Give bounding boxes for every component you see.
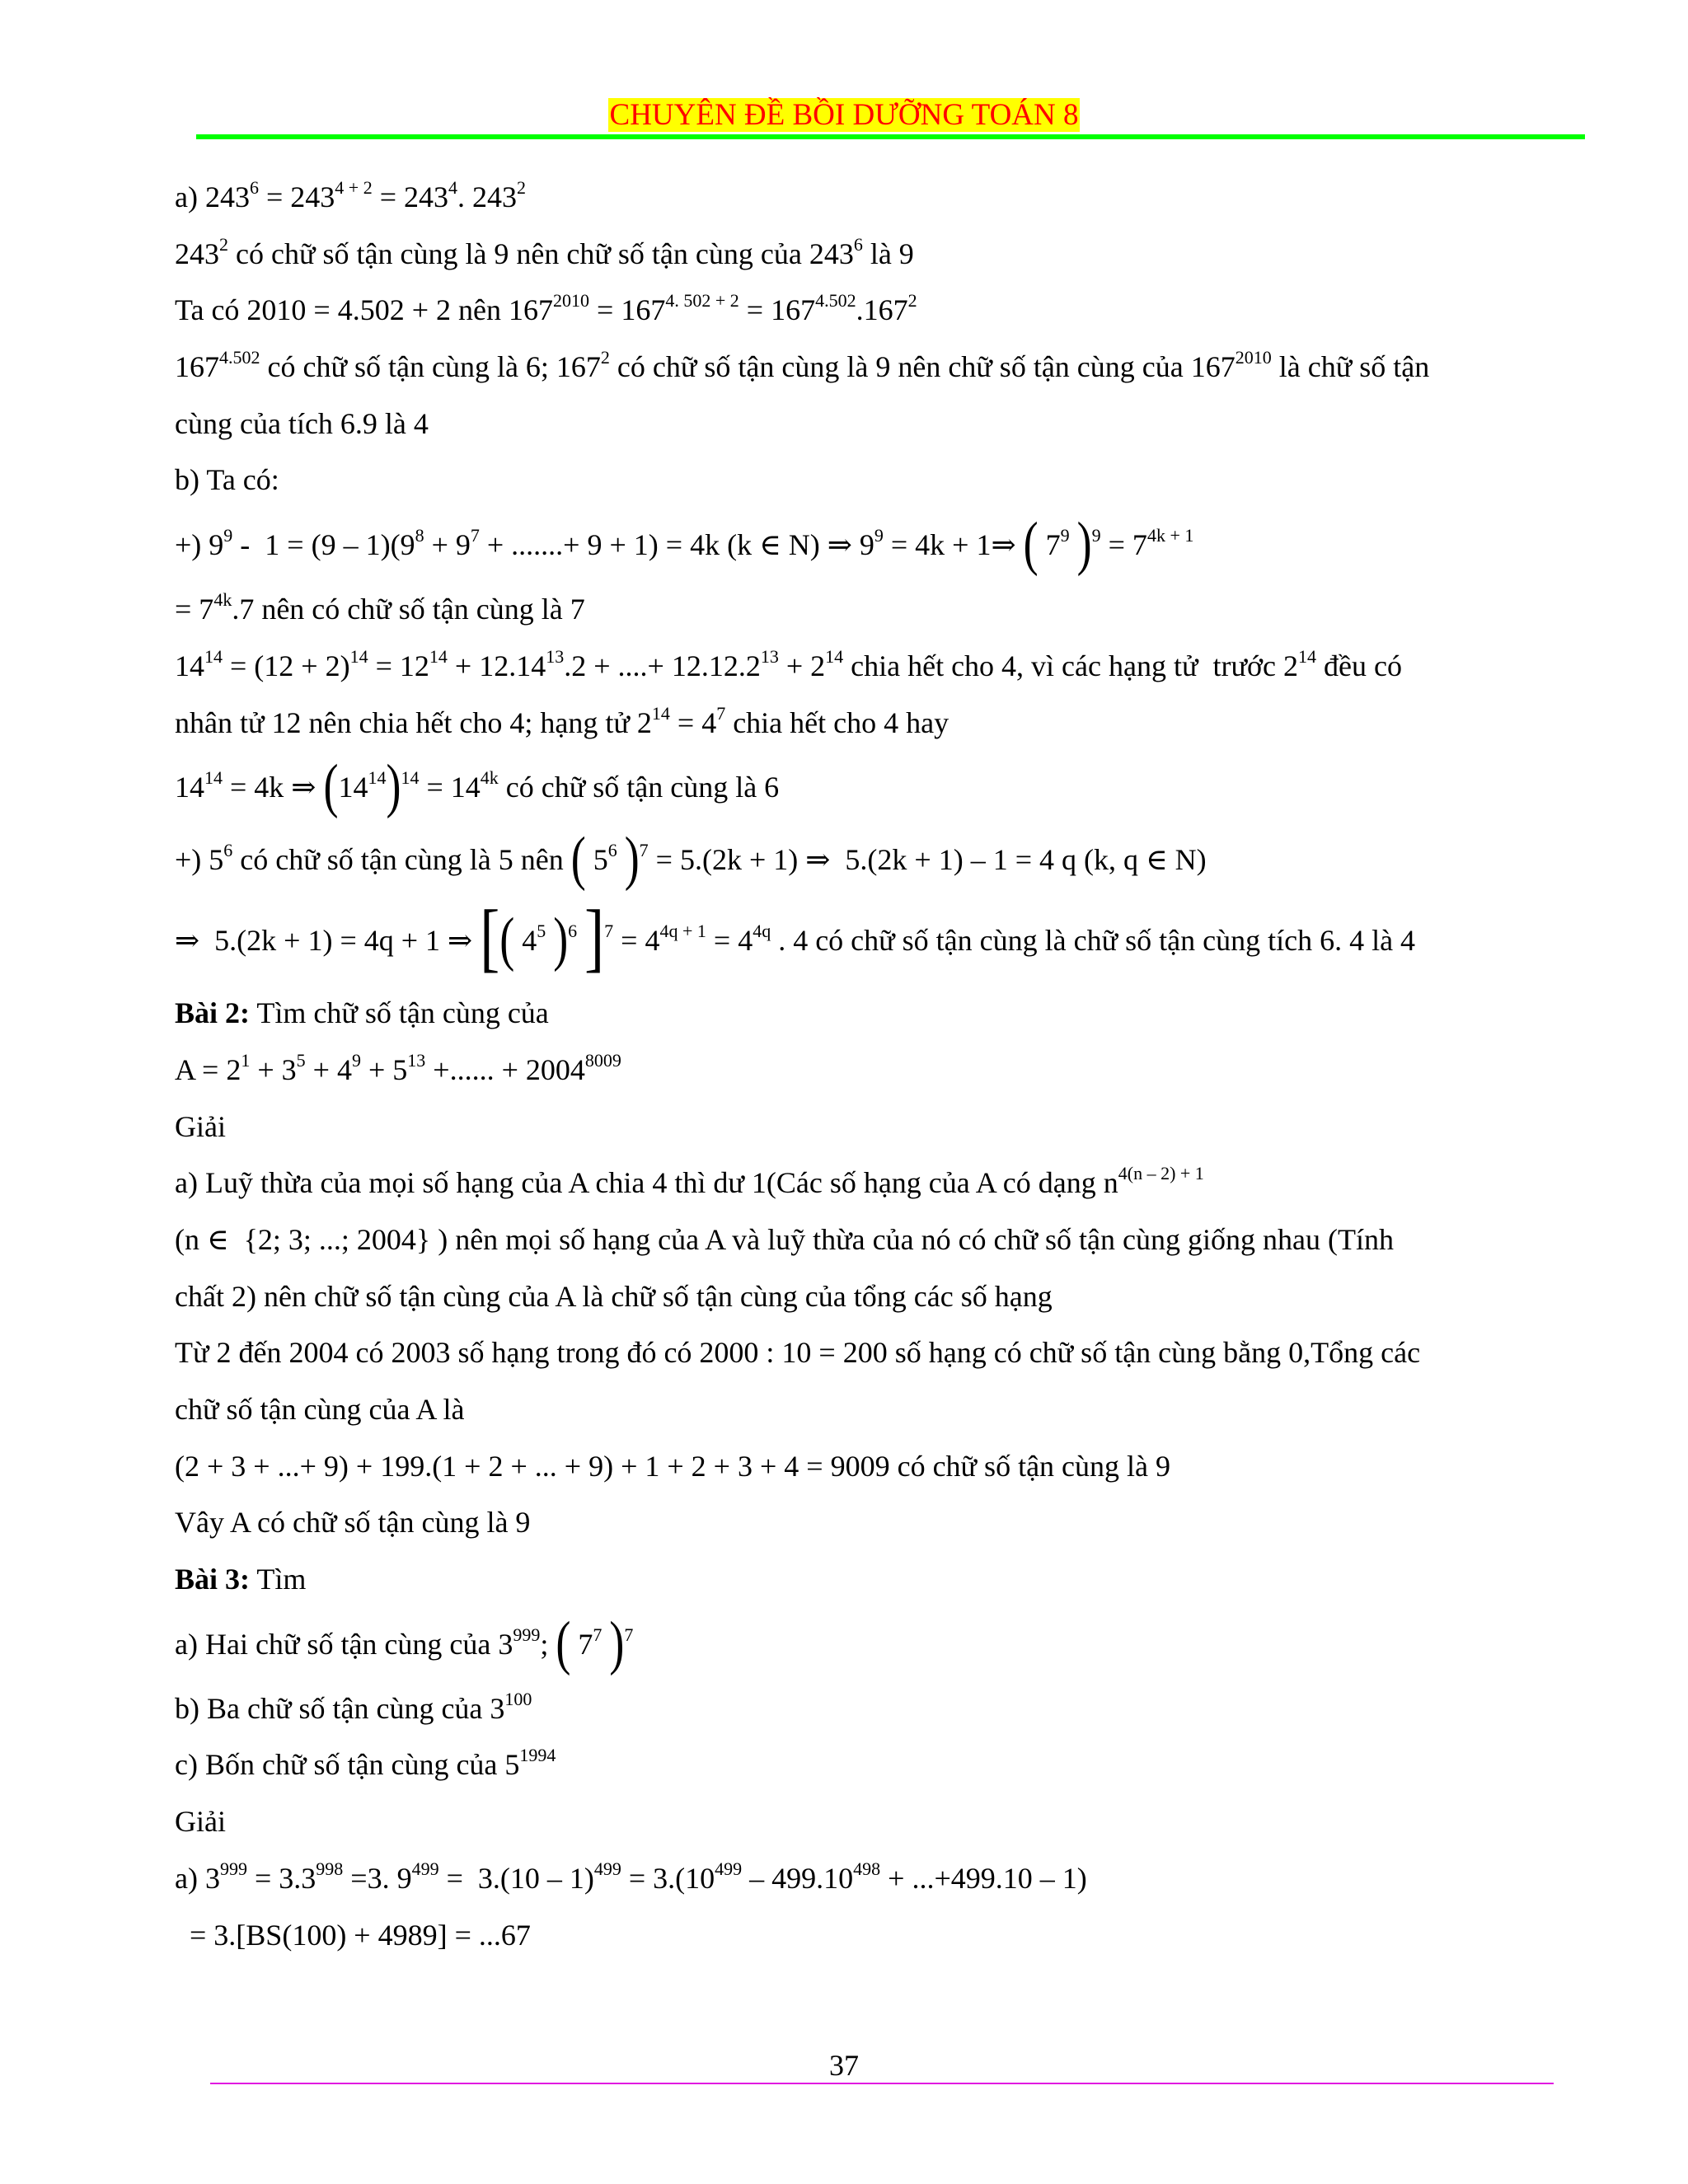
- line-a4: $167^{4.502}$ có chữ số tận cùng là 6; $167^2$ có chữ số tận cùng là 9 nên chữ số tận cùng của $167^{2010}$ là chữ số tận: [175, 347, 1430, 384]
- bai2-line2: (n ∈ {2; 3; ...; 2004} ) nên mọi số hạng của A và luỹ thừa của nó có chữ số tận cùng giống nhau (Tính: [175, 1222, 1394, 1256]
- bai2-line5: chữ số tận cùng của A là: [175, 1393, 465, 1426]
- bai2-giai: Giải: [175, 1109, 226, 1143]
- line-b2: +) $9^9 - 1 = (9 - 1)(9^8 + 9^7$ + .......+ 9 + 1) = 4k (k ∈ N) ⇒ $9^9 = 4k$ + 1⇒ ( $7^9$ )$^9 = 7^{4k + 1}$: [175, 509, 1194, 577]
- bai2-line3: chất 2) nên chữ số tận cùng của A là chữ số tận cùng của tổng các số hạng: [175, 1279, 1053, 1313]
- line-b3: = $7^{4k}.7$ nên có chữ số tận cùng là 7: [175, 589, 585, 626]
- line-b7: +) $5^6$ có chữ số tận cùng là 5 nên ( $5^6$ )$^7$ = 5.(2k + 1) ⇒ 5.(2k + 1) – 1 = 4 q (k, q ∈ N): [175, 824, 1207, 892]
- bai2-line4: Từ 2 đến 2004 có 2003 số hạng trong đó có 2000 : 10 = 200 số hạng có chữ số tận cùng bằng 0,Tổng các: [175, 1336, 1421, 1370]
- line-b6: $14^{14} = 4k$ ⇒ $(14^{14})^{14} = 14^{4k}$ có chữ số tận cùng là 6: [175, 752, 780, 819]
- line-b4: $14^{14} = (12 + 2)^{14} = 12^{14} + 12.14^{13}.2$ + ....+ $12.12.2^{13} + 2^{14}$ chia hết cho 4, vì các hạng tử trước $2^{14}$ đều có: [175, 645, 1402, 682]
- header-rule: [196, 134, 1585, 139]
- bai2-heading: Bài 2: Tìm chữ số tận cùng của: [175, 996, 549, 1030]
- line-a2: $243^2$ có chữ số tận cùng là 9 nên chữ số tận cùng của $243^6$ là 9: [175, 233, 914, 270]
- line-b8: ⇒ 5.(2k + 1) = 4q + 1 ⇒ [( $4^5$ )$^6$ ]$^7 = 4^{4q + 1} = 4^{4q}$ . 4 có chữ số tận cùng là chữ số tận cùng tích 6. 4 là 4: [175, 894, 1416, 981]
- line-b5: nhân tử 12 nên chia hết cho 4; hạng tử $2^{14} = 4^7$ chia hết cho 4 hay: [175, 702, 950, 739]
- bai3-sol2: = 3.[BS(100) + 4989] = ...67: [175, 1918, 531, 1952]
- bai3-c: c) Bốn chữ số tận cùng của $5^{1994}$: [175, 1745, 556, 1782]
- bai2-expression: $A = 2^1 + 3^5 + 4^9 + 5^{13}$ +...... + $2004^{8009}$: [175, 1049, 621, 1086]
- bai2-line6: (2 + 3 + ...+ 9) + 199.(1 + 2 + ... + 9) + 1 + 2 + 3 + 4 = 9009 có chữ số tận cùng là 9: [175, 1449, 1171, 1483]
- bai2-conclusion: Vây A có chữ số tận cùng là 9: [175, 1506, 531, 1540]
- bai3-sol1: a) $3^{999} = 3.3^{998} =3$. $9^{499} = 3.(10 - 1)^{499} = 3.(10^{499} - 499.10^{498} + ...+499.10 - 1)$: [175, 1858, 1087, 1895]
- bai3-heading: Bài 3: Tìm: [175, 1563, 307, 1596]
- bai3-b: b) Ba chữ số tận cùng của $3^{100}$: [175, 1688, 532, 1725]
- line-a1: a) $243^6 = 243^{4 + 2} = 243^4$. $243^2$: [175, 177, 527, 213]
- line-a5: cùng của tích 6.9 là 4: [175, 406, 429, 440]
- page-number: 37: [829, 2049, 859, 2082]
- line-a3: Ta có 2010 = 4.502 + 2 nên $167^{2010} = 167^{4. 502 + 2} = 167^{4.502}.167^2$: [175, 290, 917, 327]
- footer-rule: [210, 2083, 1554, 2084]
- line-b1: b) Ta có:: [175, 463, 279, 497]
- bai2-line1: a) Luỹ thừa của mọi số hạng của A chia 4 thì dư 1(Các số hạng của A có dạng $n^{4(n - 2) + 1}$: [175, 1163, 1204, 1200]
- bai3-giai: Giải: [175, 1805, 226, 1839]
- page-header: [0, 97, 1688, 133]
- document-body: [175, 169, 1576, 1963]
- page-header-title: CHUYÊN ĐỀ BỒI DƯỠNG TOÁN 8: [609, 98, 1079, 132]
- bai3-a: a) Hai chữ số tận cùng của $3^{999}$; ( $7^7$ )$^7$: [175, 1609, 634, 1676]
